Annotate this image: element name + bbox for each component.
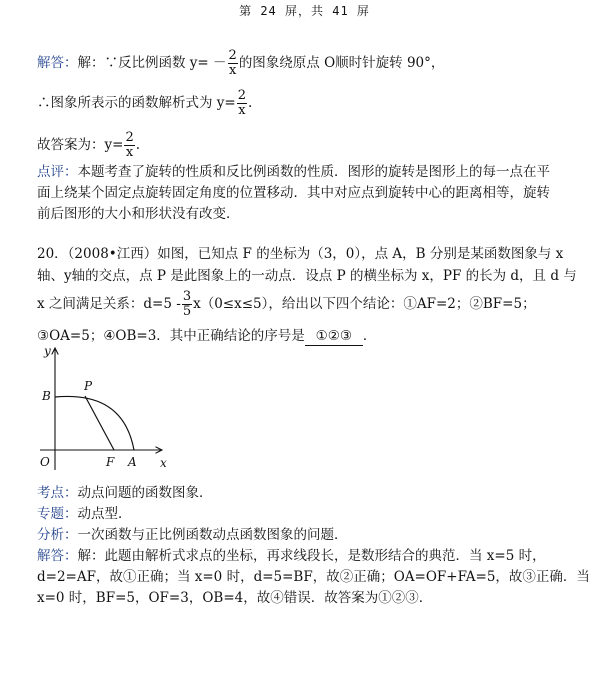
label-a: A — [128, 455, 137, 469]
problem-text: ． — [362, 328, 377, 344]
function-graph-figure — [30, 342, 180, 474]
label-o: O — [40, 455, 50, 469]
zhuanti-line — [37, 505, 132, 523]
comment-line-2: 面上绕某个固定点旋转固定角度的位置移动．其中对应点到旋转中心的距离相等，旋转 — [37, 185, 550, 201]
function-curve — [55, 396, 134, 450]
jieda-text: 解：此题由解析式求点的坐标，再求线段长，是数形结合的典范．当 x=5 时， — [77, 548, 546, 564]
jieda-label: 解答： — [37, 548, 78, 564]
fraction: $\frac{2}{x}$ — [237, 88, 247, 118]
fraction: $\frac{2}{x}$ — [228, 48, 237, 78]
jieda-line-2: d=2=AF，故①正确；当 x=0 时，d=5=BF，故②正确；OA=OF+FA=5，故③正确．当 — [37, 569, 590, 585]
zhuanti-label: 专题： — [37, 506, 78, 522]
comment-line-1 — [37, 163, 550, 181]
fenxi-text: 一次函数与正比例函数动点函数图象的问题． — [77, 527, 348, 543]
problem-line-2: 轴、y轴的交点，点 P 是此图象上的一动点．设点 P 的横坐标为 x，PF 的长为 d，且 d 与 — [37, 268, 577, 284]
jieda-line-1 — [37, 547, 546, 565]
answer-text: 解：∵反比例函数 y= － — [77, 55, 227, 71]
segment-pf — [85, 396, 114, 450]
answer-text: 故答案为：y= — [37, 137, 124, 153]
fenxi-label: 分析： — [37, 527, 78, 543]
fraction: $\frac{3}{5}$ — [182, 289, 192, 319]
comment-text: 本题考查了旋转的性质和反比例函数的性质．图形的旋转是图形上的每一点在平 — [77, 164, 550, 180]
fraction: $\frac{2}{x}$ — [125, 130, 134, 160]
answer-text: ∴图象所表示的函数解析式为 y= — [37, 95, 236, 111]
comment-line-3: 前后图形的大小和形状没有改变． — [37, 206, 240, 222]
zhuanti-text: 动点型． — [77, 506, 132, 522]
problem-text: x 之间满足关系：d=5 - — [37, 296, 181, 312]
answer-text: 的图象绕原点 O顺时针旋转 90°， — [238, 55, 445, 71]
answer-label: 解答： — [37, 55, 78, 71]
answer-text: . — [248, 95, 253, 111]
fenxi-line — [37, 526, 348, 544]
page-indicator: 第 24 屏，共 41 屏 — [239, 4, 370, 18]
kaodian-label: 考点： — [37, 485, 78, 501]
problem-line-1: 20．（2008•江西）如图，已知点 F 的坐标为（3，0），点 A，B 分别是某函数图象与 x — [37, 246, 564, 262]
label-f: F — [106, 455, 115, 469]
label-x: x — [160, 456, 167, 470]
problem-text: ③OA=5；④OB=3．其中正确结论的序号是 — [37, 328, 305, 344]
answer-line-2 — [37, 89, 252, 118]
comment-label: 点评： — [37, 164, 78, 180]
answer-text: . — [135, 137, 141, 153]
answer-blank: ①②③ — [305, 327, 363, 346]
label-b: B — [42, 389, 51, 403]
problem-line-3 — [37, 290, 536, 319]
kaodian-text: 动点问题的函数图象． — [77, 485, 213, 501]
answer-line-3 — [37, 131, 140, 160]
label-y: y — [44, 344, 51, 358]
problem-text: x（0≤x≤5），给出以下四个结论：①AF=2；②BF=5； — [193, 296, 536, 312]
answer-line-1 — [37, 49, 444, 78]
jieda-line-3: x=0 时，BF=5，OF=3，OB=4，故④错误．故答案为①②③． — [37, 590, 433, 606]
label-p: P — [84, 379, 93, 393]
kaodian-line — [37, 484, 213, 502]
